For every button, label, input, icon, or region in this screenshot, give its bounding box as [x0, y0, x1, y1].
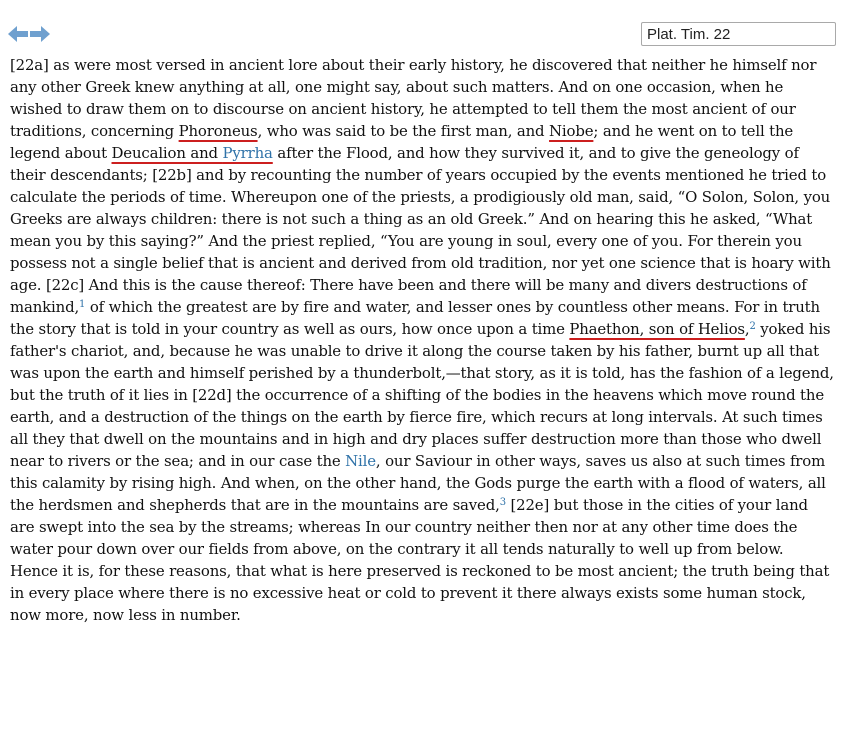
- passage-segment: of which the greatest are by fire and water, and lesser ones by countless other means. For in truth the story that is told in your country as well as ours, how once upon a time: [10, 298, 820, 338]
- citation-input[interactable]: [641, 22, 836, 46]
- passage-text: [10, 54, 834, 626]
- passage-segment: yoked his father's chariot, and, because he was unable to drive it along the course taken by his father, burnt up all that was upon the earth and himself perished by a thunderbolt,—that story, as it is told, has the fashion of a legend, but the truth of it lies in [22d] the occurrence of a shifting of the bodies in the heavens which move round the earth, and a destruction of the things on the earth by fierce fire, which recurs at long intervals. At such times all they that dwell on the mountains and in high and dry places suffer destruction more than those who dwell near to rivers or the sea; and in our case the: [10, 320, 834, 470]
- passage-segment: , who was said to be the first man, and: [257, 122, 550, 140]
- passage-segment: [22a] as were most versed in ancient lore about their early history, he discovered that neither he himself nor any other Greek knew anything at all, one might say, about such matters. And on one occasion, when he wished to draw them on to discourse on ancient history, he attempted to tell them the most ancient of our traditions, concerning: [10, 56, 817, 140]
- link-pyrrha[interactable]: Pyrrha: [222, 144, 273, 162]
- footnote-1-link[interactable]: 1: [79, 299, 86, 310]
- entity-phoroneus[interactable]: Phoroneus: [178, 122, 258, 140]
- passage-segment: [22e] but those in the cities of your land are swept into the sea by the streams; whereas In our country neither then nor at any other time does the water pour down over our fields from above, on the contrary it all tends naturally to well up from below. Hence it is, for these reasons, that what is here preserved is reckoned to be most ancient; the truth being that in every place where there is no excessive heat or cold to prevent it there always exists some human stock, now more, now less in number.: [10, 496, 830, 624]
- arrow-right-icon[interactable]: [30, 24, 50, 44]
- entity-deucalion: Deucalion and: [111, 144, 223, 162]
- passage-segment: after the Flood, and how they survived it, and to give the geneology of their descendants; [22b] and by recounting the number of years occupied by the events mentioned he tried to calculate the periods of time. Whereupon one of the priests, a prodigiously old man, said, “O Solon, Solon, you Greeks are always children: there is not such a thing as an old Greek.” And on hearing this he asked, “What mean you by this saying?” And the priest replied, “You are young in soul, every one of you. For therein you possess not a single belief that is ancient and derived from old tradition, nor yet one science that is hoary with age. [22c] And this is the cause thereof: There have been and there will be many and divers destructions of mankind,: [10, 144, 831, 316]
- entity-deucalion-and-pyrrha[interactable]: [112, 144, 273, 162]
- link-nile[interactable]: Nile: [345, 452, 376, 470]
- entity-phaethon[interactable]: Phaethon, son of Helios: [569, 320, 745, 338]
- footnote-2-link[interactable]: 2: [749, 321, 756, 332]
- passage-segment: ,: [744, 320, 750, 338]
- footnote-3-link[interactable]: 3: [499, 497, 506, 508]
- navigation-arrows: [8, 24, 50, 44]
- arrow-left-icon[interactable]: [8, 24, 28, 44]
- passage-segment: ; and he went on to tell the legend about: [10, 122, 794, 162]
- entity-niobe[interactable]: Niobe: [549, 122, 594, 140]
- passage-segment: , our Saviour in other ways, saves us also at such times from this calamity by rising high. And when, on the other hand, the Gods purge the earth with a flood of waters, all the herdsmen and shepherds that are in the mountains are saved,: [10, 452, 826, 514]
